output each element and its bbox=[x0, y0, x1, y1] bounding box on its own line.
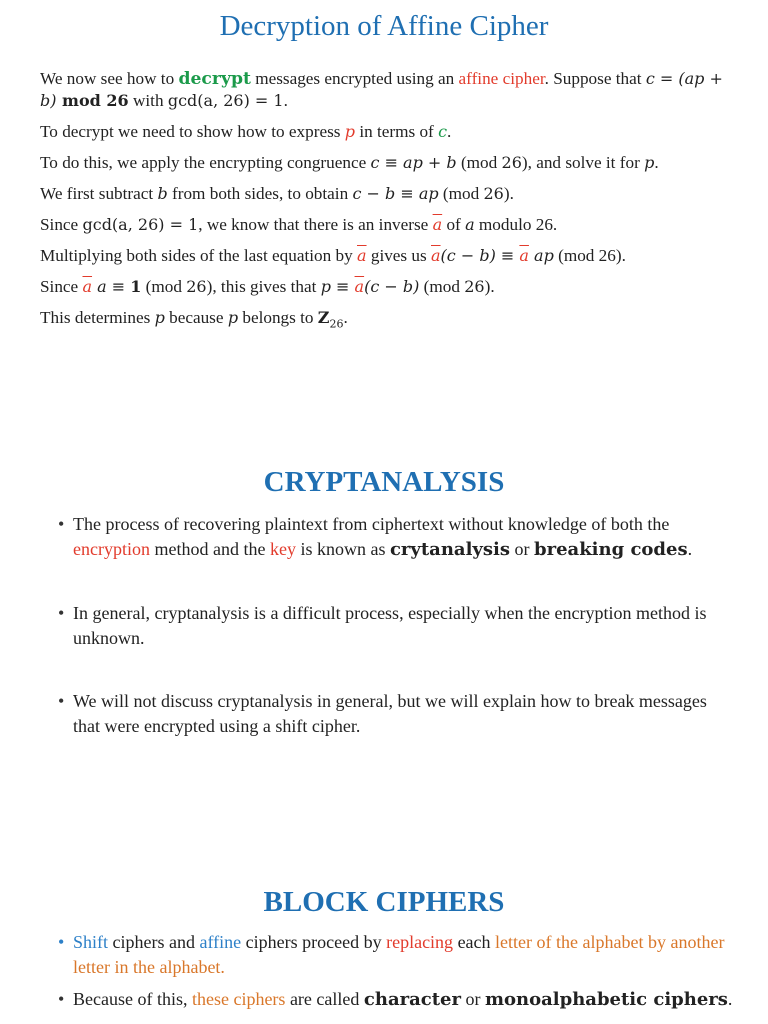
text: . bbox=[343, 308, 348, 327]
list-item bbox=[73, 512, 738, 562]
text: ), and solve it for bbox=[521, 153, 645, 172]
text: with bbox=[128, 91, 168, 110]
paragraph-multiply bbox=[40, 245, 740, 266]
keyword-shift: Shift bbox=[73, 932, 109, 952]
text: To do this, we apply the encrypting congruence bbox=[40, 153, 371, 172]
text: (mod bbox=[438, 184, 484, 203]
text: or bbox=[460, 989, 485, 1009]
text: are called bbox=[285, 989, 364, 1009]
text: messages encrypted using an bbox=[250, 69, 459, 88]
keyword-these-ciphers: these ciphers bbox=[191, 989, 286, 1009]
var-a-bar: $\overline{a}$ bbox=[519, 246, 529, 265]
formula-gcd: gcd(a, 26) = 1 bbox=[82, 215, 199, 234]
slide-decryption-affine bbox=[0, 0, 768, 334]
text: . bbox=[727, 989, 733, 1009]
var-a-bar: $\overline{a}$ bbox=[432, 215, 443, 234]
formula: p ≡ bbox=[320, 277, 355, 296]
formula: ap bbox=[528, 246, 554, 265]
subscript: 26 bbox=[329, 317, 344, 331]
text: method and the bbox=[149, 538, 270, 559]
paragraph-intro bbox=[40, 68, 740, 111]
text: We first subtract bbox=[40, 184, 158, 203]
bullet-list bbox=[0, 512, 768, 738]
list-item bbox=[73, 987, 738, 1013]
var-a-bar: $\overline{a}$ bbox=[82, 277, 93, 296]
text: Multiplying both sides of the last equation by bbox=[40, 246, 357, 265]
number: 26 bbox=[464, 277, 485, 296]
text: . bbox=[447, 122, 452, 141]
var-p: p bbox=[344, 122, 356, 141]
keyword-affine: affine bbox=[199, 932, 242, 952]
text: or bbox=[510, 538, 535, 559]
number: 1 bbox=[130, 277, 142, 296]
formula: c = (ap + b) bbox=[40, 69, 723, 110]
var-a-bar: $\overline{a}$ bbox=[357, 246, 367, 265]
keyword-breaking-codes: breaking codes bbox=[534, 538, 688, 560]
paragraph-subtract bbox=[40, 183, 740, 204]
text: ), this gives that bbox=[206, 277, 321, 296]
slide-title: CRYPTANALYSIS bbox=[263, 466, 505, 498]
text: because bbox=[164, 308, 228, 327]
var-a: a bbox=[465, 215, 475, 234]
text: . bbox=[283, 91, 288, 110]
var-a-bar: $\overline{a}$ bbox=[431, 246, 441, 265]
formula: a ≡ bbox=[92, 277, 131, 296]
var-p: p bbox=[644, 153, 655, 172]
list-item: • In general, cryptanalysis is a difficult process, especially when the encryption method is unknown. bbox=[73, 601, 738, 650]
slide-title: BLOCK CIPHERS bbox=[263, 886, 505, 918]
keyword-replacing: replacing bbox=[386, 932, 454, 952]
var-a-bar: $\overline{a}$ bbox=[354, 277, 365, 296]
text: Since bbox=[40, 277, 83, 296]
keyword-character: character bbox=[363, 989, 461, 1010]
formula: c − b ≡ ap bbox=[352, 184, 439, 203]
text: . bbox=[687, 538, 693, 559]
number: 26 bbox=[186, 277, 207, 296]
text: , we know that there is an inverse bbox=[198, 215, 433, 234]
set-z: Z bbox=[317, 308, 330, 327]
formula-gcd: gcd(a, 26) = 1 bbox=[167, 91, 284, 110]
text: gives us bbox=[366, 246, 431, 265]
text: . Suppose that bbox=[544, 69, 646, 88]
text: in terms of bbox=[355, 122, 439, 141]
text: The process of recovering plaintext from ciphertext without knowledge of both the bbox=[73, 514, 670, 534]
list-item: • We will not discuss cryptanalysis in general, but we will explain how to break messages that were encrypted using a shift cipher. bbox=[73, 689, 738, 738]
number: 26 bbox=[501, 153, 522, 172]
paragraph-result bbox=[40, 276, 740, 297]
text: from both sides, to obtain bbox=[167, 184, 353, 203]
text: ). bbox=[503, 184, 514, 203]
paragraph-determines bbox=[40, 307, 740, 334]
keyword-letter-alphabet: letter of the alphabet by another letter in the alphabet. bbox=[73, 932, 725, 977]
keyword-encryption: encryption bbox=[73, 538, 150, 559]
text: This determines bbox=[40, 308, 155, 327]
keyword-key: key bbox=[269, 538, 296, 559]
keyword-crytanalysis: crytanalysis bbox=[389, 538, 511, 560]
text: To decrypt we need to show how to express bbox=[40, 122, 345, 141]
text: Because of this, bbox=[73, 989, 192, 1009]
slide-title: Decryption of Affine Cipher bbox=[219, 10, 549, 42]
keyword-affine-cipher: affine cipher bbox=[458, 69, 545, 88]
text: modulo 26. bbox=[474, 215, 558, 234]
formula-mod: mod 26 bbox=[56, 91, 129, 110]
formula: c ≡ ap + b bbox=[370, 153, 457, 172]
paragraph-express bbox=[40, 121, 740, 142]
text: ciphers and bbox=[108, 932, 200, 952]
formula: (c − b) bbox=[364, 277, 420, 296]
slide-cryptanalysis bbox=[0, 462, 768, 738]
paragraph-apply bbox=[40, 152, 740, 173]
keyword-monoalphabetic: monoalphabetic ciphers bbox=[484, 989, 728, 1010]
text: is known as bbox=[295, 538, 390, 559]
text: (mod 26). bbox=[553, 246, 626, 265]
list-item bbox=[73, 930, 738, 979]
bullet-list bbox=[0, 930, 768, 1013]
var-c: c bbox=[438, 122, 448, 141]
text: belongs to bbox=[238, 308, 318, 327]
text: ). bbox=[484, 277, 495, 296]
text: (mod bbox=[456, 153, 502, 172]
var-p: p bbox=[227, 308, 239, 327]
var-b: b bbox=[157, 184, 168, 203]
keyword-decrypt: decrypt bbox=[178, 69, 251, 89]
paragraph-inverse bbox=[40, 214, 740, 235]
text: . bbox=[654, 153, 659, 172]
text: (mod bbox=[419, 277, 465, 296]
formula: (c − b) ≡ bbox=[440, 246, 520, 265]
text: each bbox=[453, 932, 496, 952]
number: 26 bbox=[483, 184, 504, 203]
text: (mod bbox=[141, 277, 187, 296]
text: Since bbox=[40, 215, 83, 234]
text: ciphers proceed by bbox=[241, 932, 387, 952]
slide-block-ciphers bbox=[0, 882, 768, 1013]
var-p: p bbox=[154, 308, 165, 327]
text: of bbox=[442, 215, 466, 234]
text: We now see how to bbox=[40, 69, 179, 88]
